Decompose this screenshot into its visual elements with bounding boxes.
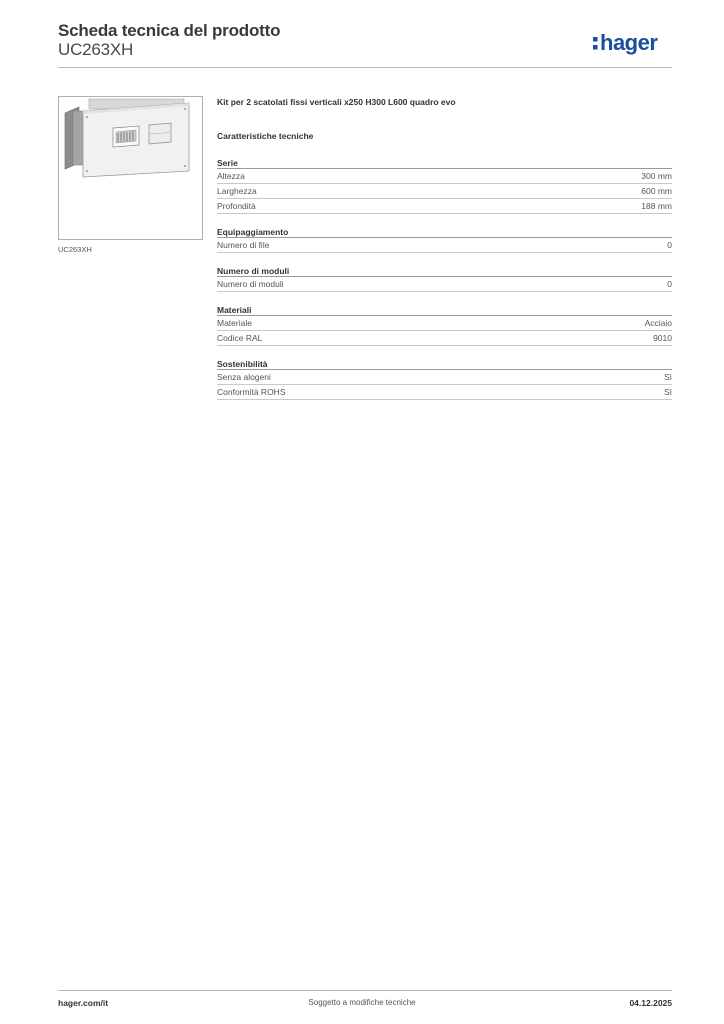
spec-row: [217, 238, 672, 253]
spec-value: 9010: [653, 333, 672, 343]
spec-label: Larghezza: [217, 186, 257, 196]
spec-row: [217, 169, 672, 184]
spec-label: Conformità ROHS: [217, 387, 286, 397]
spec-group-title: Equipaggiamento: [217, 226, 672, 238]
spec-row: [217, 370, 672, 385]
spec-value: 300 mm: [641, 171, 672, 181]
spec-label: Senza alogeni: [217, 372, 271, 382]
product-code: UC263XH: [58, 40, 134, 59]
spec-group: [217, 226, 672, 253]
footer-divider: [58, 990, 672, 991]
spec-label: Altezza: [217, 171, 245, 181]
spec-value: 0: [667, 279, 672, 289]
spec-group-title: Numero di moduli: [217, 265, 672, 277]
spec-value: 188 mm: [641, 201, 672, 211]
spec-group: [217, 157, 672, 214]
spec-group-title: Serie: [217, 157, 672, 169]
footer-disclaimer: Soggetto a modifiche tecniche: [308, 998, 416, 1007]
header-divider: [58, 67, 672, 68]
footer-date: 04.12.2025: [629, 998, 672, 1008]
spec-table: [217, 157, 672, 412]
footer-website[interactable]: hager.com/it: [58, 998, 109, 1008]
spec-label: Numero di file: [217, 240, 270, 250]
spec-group: [217, 265, 672, 292]
product-description: Kit per 2 scatolati fissi verticali x250 H300 L600 quadro evo: [217, 97, 456, 107]
spec-label: Profondità: [217, 201, 256, 211]
spec-row: [217, 385, 672, 400]
spec-value: 0: [667, 240, 672, 250]
product-image: [58, 96, 203, 240]
hager-logo: [592, 26, 674, 58]
spec-label: Numero di moduli: [217, 279, 284, 289]
spec-row: [217, 277, 672, 292]
spec-row: [217, 184, 672, 199]
spec-row: [217, 199, 672, 214]
spec-value: Sì: [663, 372, 672, 382]
tech-specs-title: Caratteristiche tecniche: [217, 131, 314, 141]
spec-group: [217, 304, 672, 346]
spec-row: [217, 331, 672, 346]
page-title: Scheda tecnica del prodotto: [58, 21, 281, 40]
spec-value: 600 mm: [641, 186, 672, 196]
image-caption: UC263XH: [58, 245, 92, 254]
spec-value: Sì: [663, 387, 672, 397]
spec-label: Codice RAL: [217, 333, 263, 343]
svg-text:hager: hager: [600, 30, 658, 55]
spec-row: [217, 316, 672, 331]
spec-label: Materiale: [217, 318, 252, 328]
spec-group-title: Materiali: [217, 304, 672, 316]
spec-value: Acciaio: [644, 318, 672, 328]
spec-group-title: Sostenibilità: [217, 358, 672, 370]
spec-group: [217, 358, 672, 400]
